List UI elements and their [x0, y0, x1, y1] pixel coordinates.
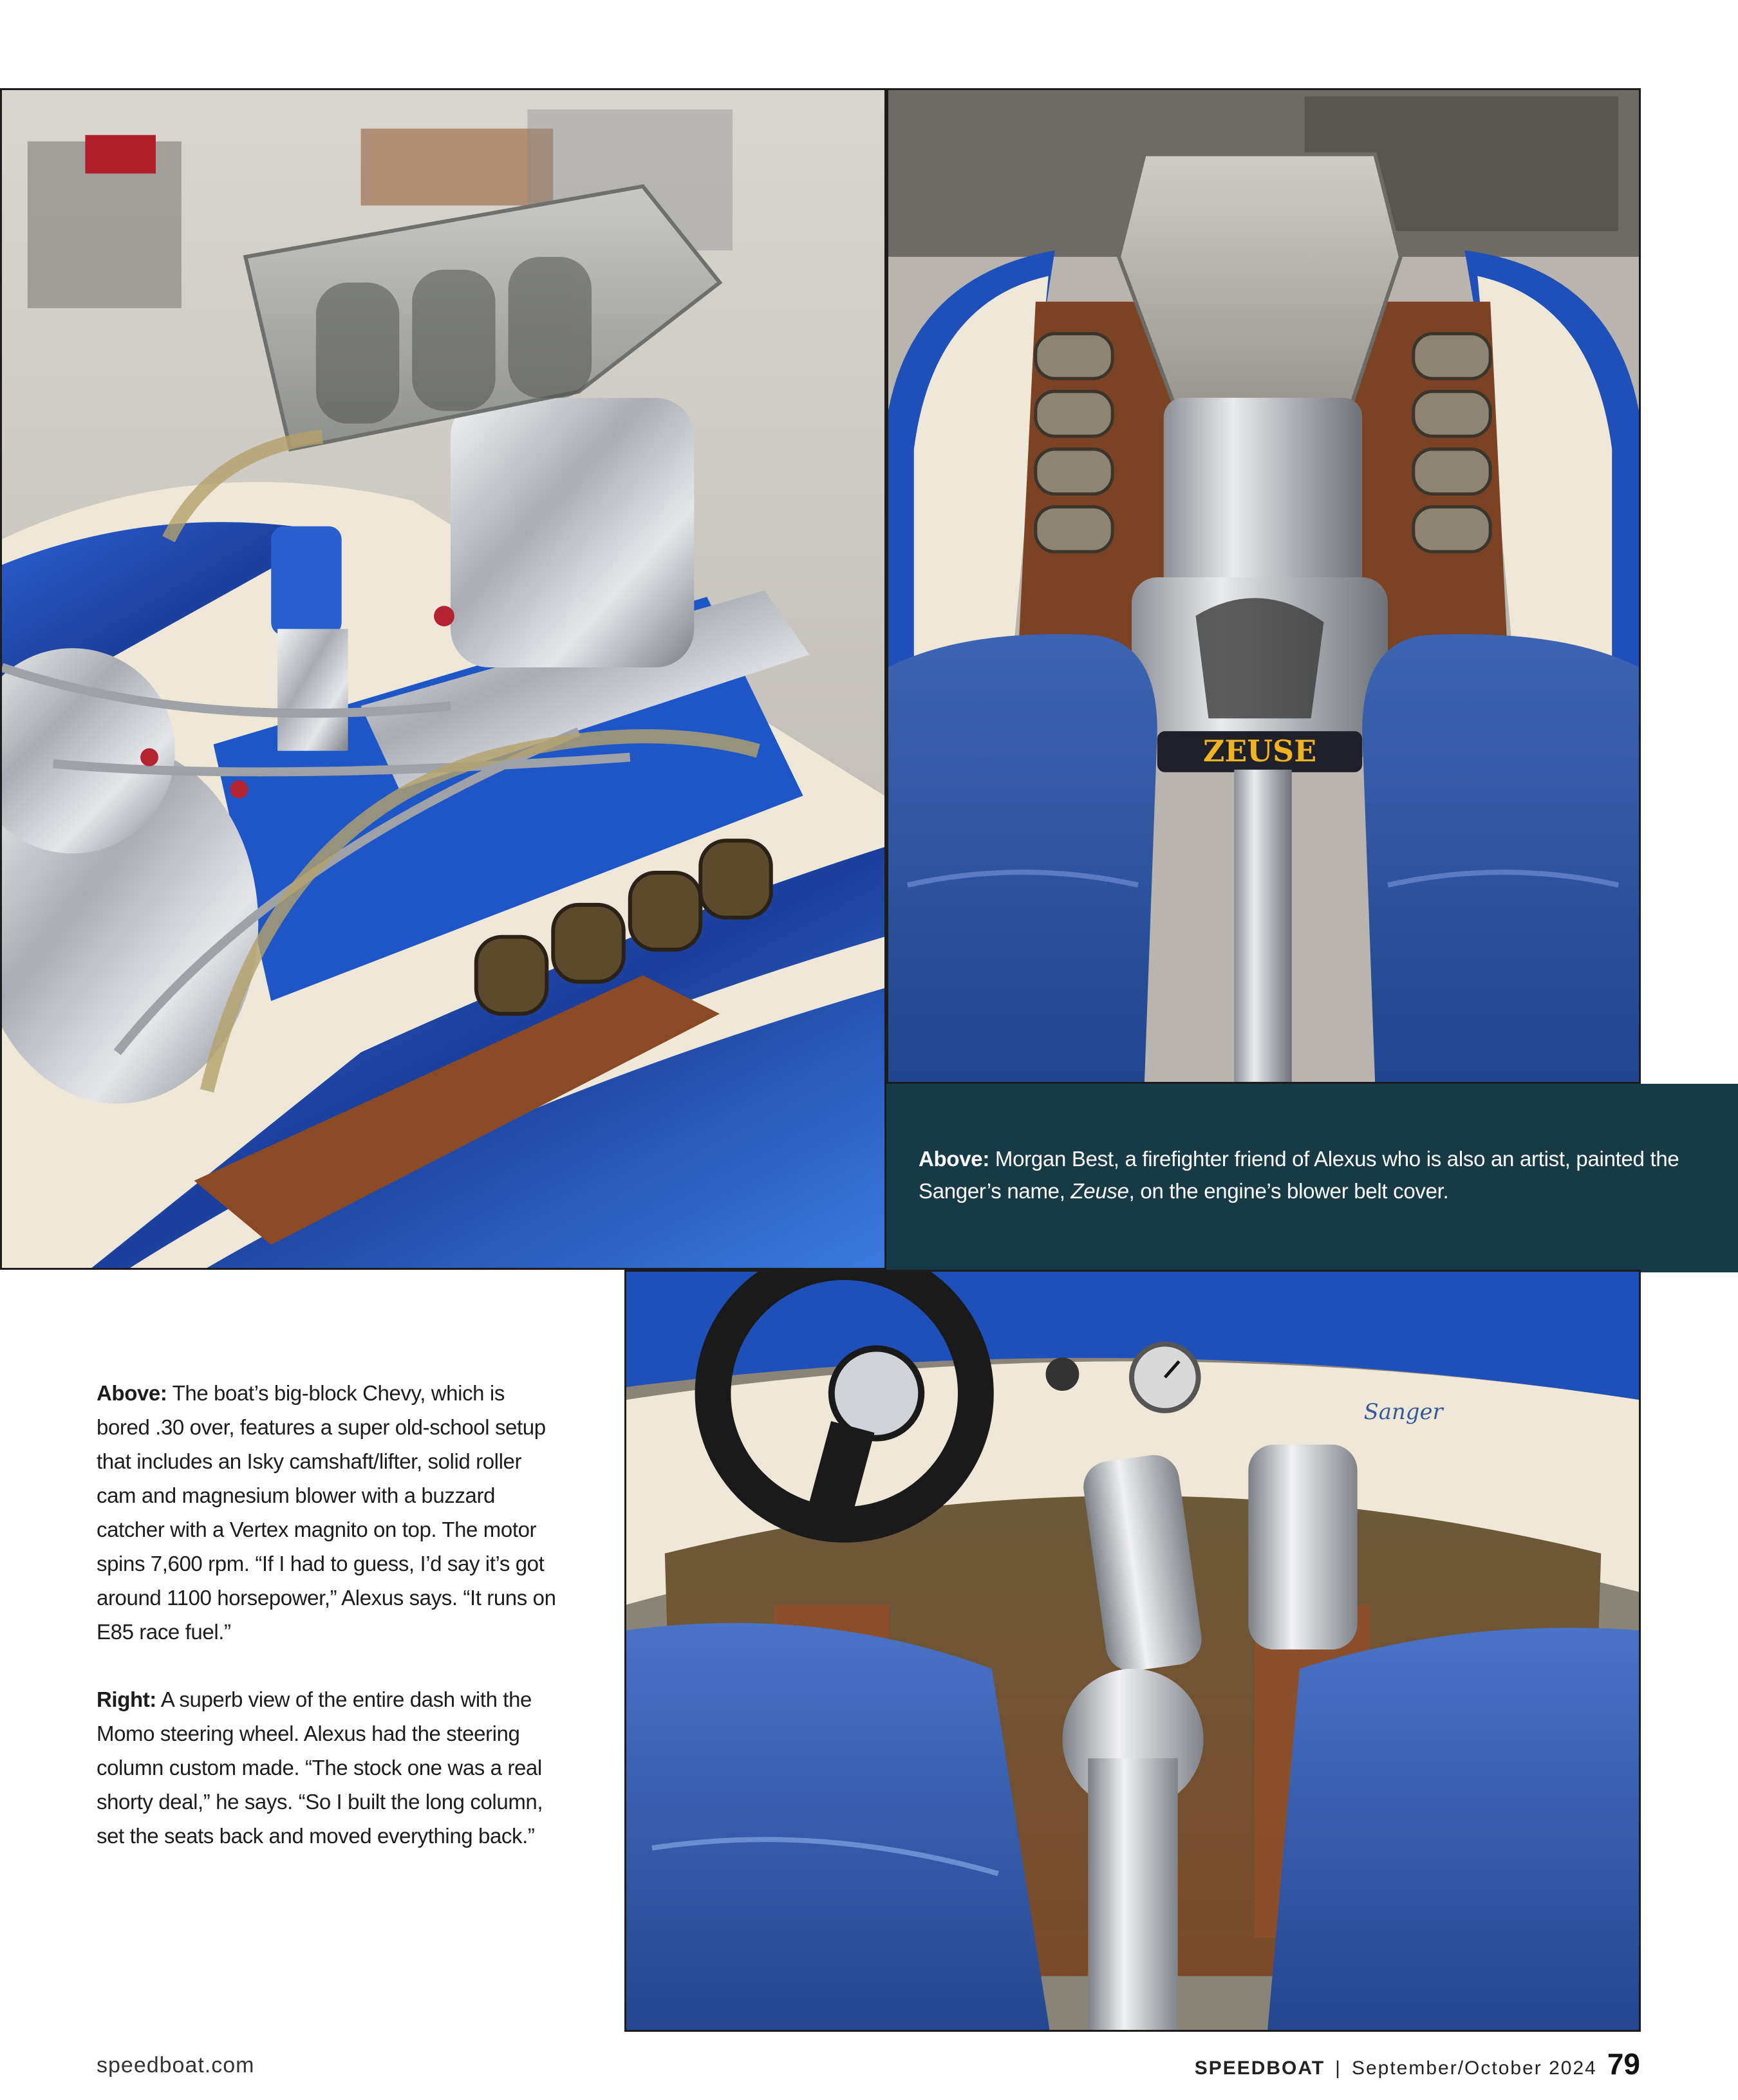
blower-caption-text-1: Morgan Best, a firefighter friend of Alexus who is also an artist, painted the Sanger’s name, [919, 1147, 1679, 1203]
dash-photo [624, 1270, 1641, 2032]
engine-photo [0, 88, 886, 1270]
engine-caption [97, 1376, 560, 1649]
dash-caption-text: A superb view of the entire dash with the Momo steering wheel. Alexus had the steering column custom made. “The stock one was a real shorty deal,” he says. “So I built the long column, set the seats back and moved everything back.” [97, 1687, 543, 1848]
footer-website[interactable]: speedboat.com [97, 2053, 255, 2077]
side-captions [97, 1376, 560, 1886]
blower-photo-art [888, 90, 1639, 1082]
sanger-badge-text: Sanger [1363, 1398, 1443, 1424]
engine-photo-art [2, 90, 884, 1268]
blower-caption-text-2: , on the engine’s blower belt cover. [1128, 1179, 1449, 1203]
footer-issue: September/October 2024 [1351, 2058, 1597, 2079]
dash-photo-art [626, 1272, 1639, 2030]
dash-caption-label: Right: [97, 1687, 156, 1711]
blower-caption-italic: Zeuse [1070, 1179, 1129, 1203]
dash-caption [97, 1682, 560, 1853]
footer-publication: SPEEDBOAT [1194, 2058, 1325, 2079]
engine-caption-text: The boat’s big-block Chevy, which is bored .30 over, features a super old-school setup that includes an Isky camshaft/lifter, solid roller cam and magnesium blower with a buzzard catcher with a Vertex magnito on top. The motor spins 7,600 rpm. “If I had to guess, I’d say it’s got around 1100 horsepower,” Alexus says. “It runs on E85 race fuel.” [97, 1381, 556, 1644]
blower-caption [886, 1084, 1738, 1272]
blower-photo [886, 88, 1641, 1084]
footer-separator: | [1335, 2058, 1341, 2079]
page-number: 79 [1607, 2047, 1640, 2081]
zeuse-artwork-text: ZEUSE [1202, 733, 1317, 768]
blower-caption-label: Above: [919, 1147, 990, 1171]
engine-caption-label: Above: [97, 1381, 167, 1405]
footer-folio [1195, 2047, 1640, 2081]
